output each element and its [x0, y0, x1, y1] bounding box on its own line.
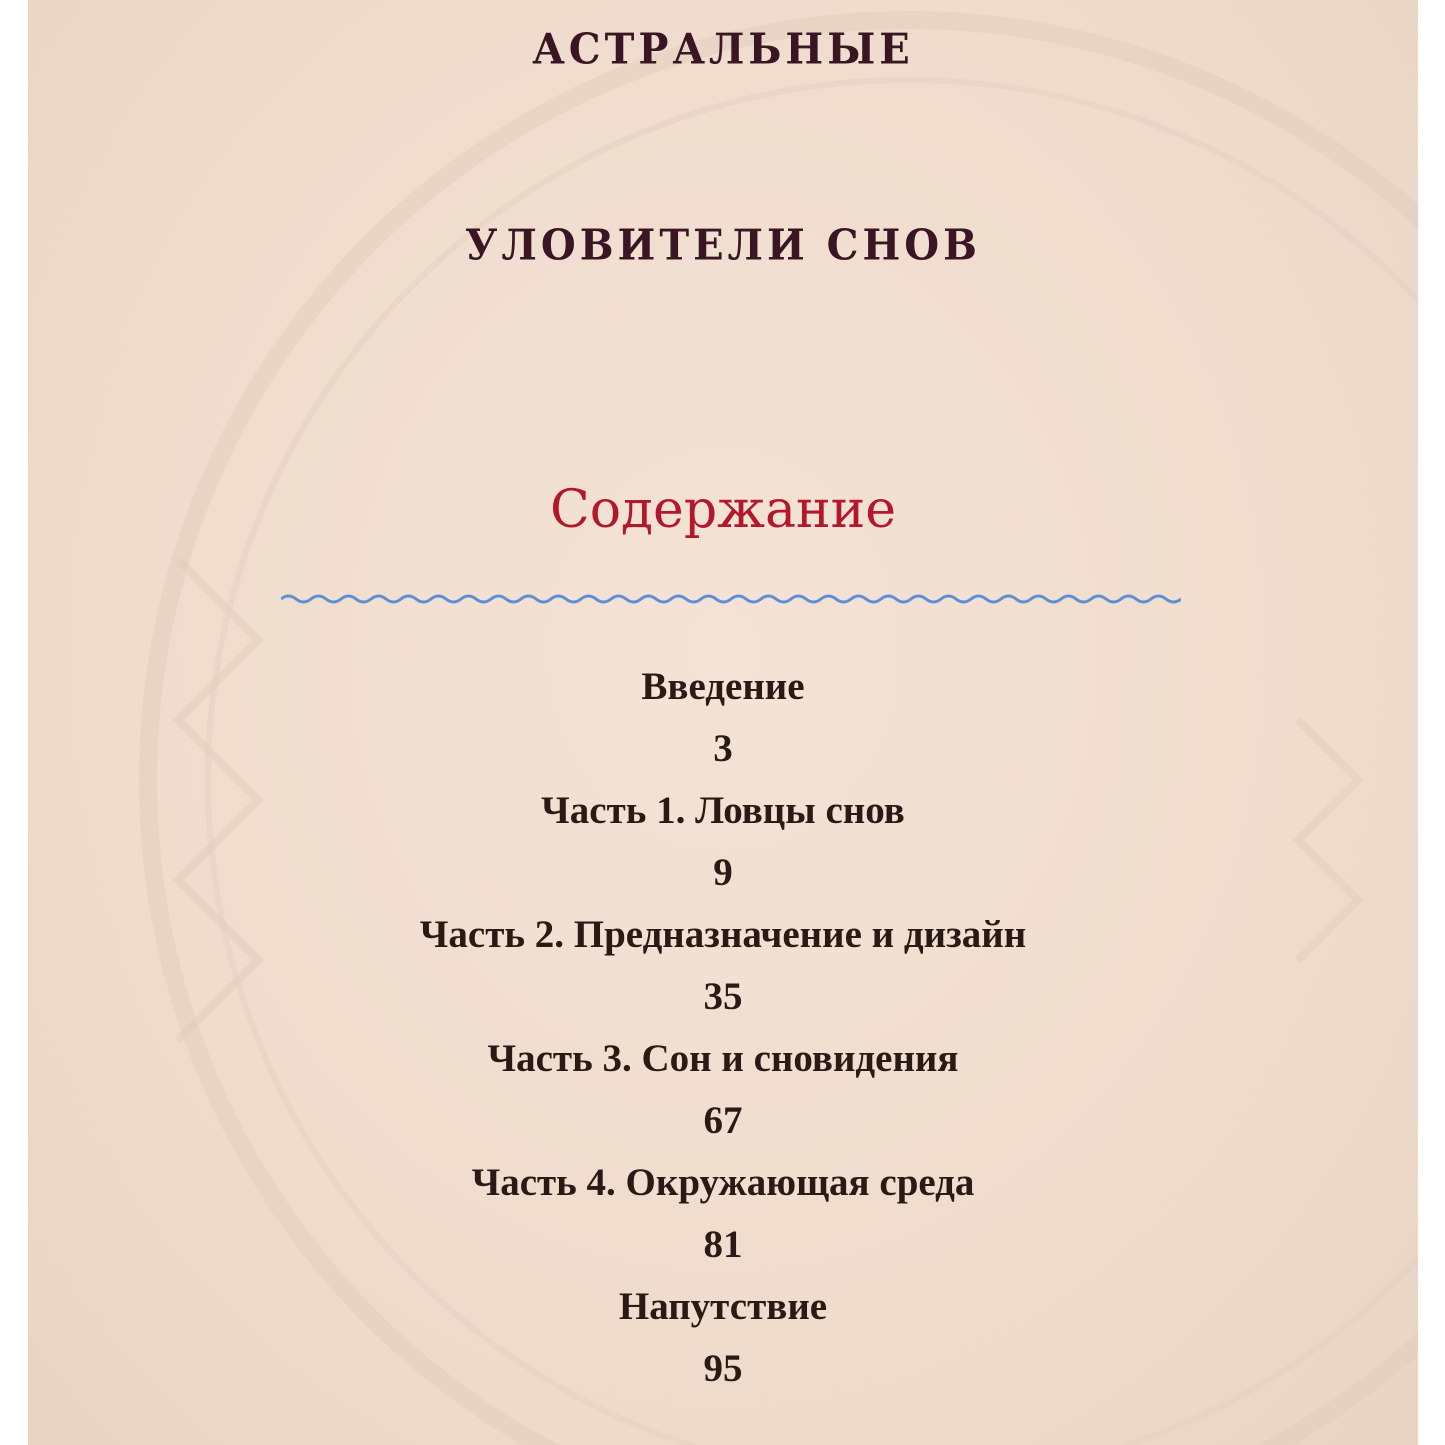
book-title-line-2: УЛОВИТЕЛИ СНОВ — [465, 220, 981, 271]
toc-entry-title: Введение — [641, 665, 805, 708]
toc-entry-title: Часть 4. Окружающая среда — [471, 1161, 975, 1204]
toc-entry-title: Часть 3. Сон и сновидения — [487, 1037, 959, 1080]
toc-entry[interactable] — [28, 904, 1418, 1028]
toc-heading: Содержание — [549, 480, 897, 540]
toc-entry-title: Часть 2. Предназначение и дизайн — [419, 913, 1027, 956]
toc-entry-page: 67 — [703, 1099, 743, 1142]
book-page — [28, 0, 1418, 1445]
toc-entry[interactable] — [28, 780, 1418, 904]
toc-entry-page: 3 — [713, 727, 733, 770]
wavy-divider — [281, 584, 1181, 614]
toc-list — [28, 656, 1418, 1400]
toc-entry[interactable] — [28, 1276, 1418, 1400]
toc-entry[interactable] — [28, 656, 1418, 780]
toc-entry[interactable] — [28, 1152, 1418, 1276]
toc-entry-page: 95 — [703, 1347, 743, 1390]
toc-entry[interactable] — [28, 1028, 1418, 1152]
book-title-line-1: АСТРАЛЬНЫЕ — [532, 24, 914, 75]
toc-entry-title: Часть 1. Ловцы снов — [541, 789, 905, 832]
toc-entry-title: Напутствие — [618, 1285, 828, 1328]
toc-entry-page: 9 — [713, 851, 733, 894]
toc-entry-page: 35 — [703, 975, 743, 1018]
toc-entry-page: 81 — [703, 1223, 743, 1266]
